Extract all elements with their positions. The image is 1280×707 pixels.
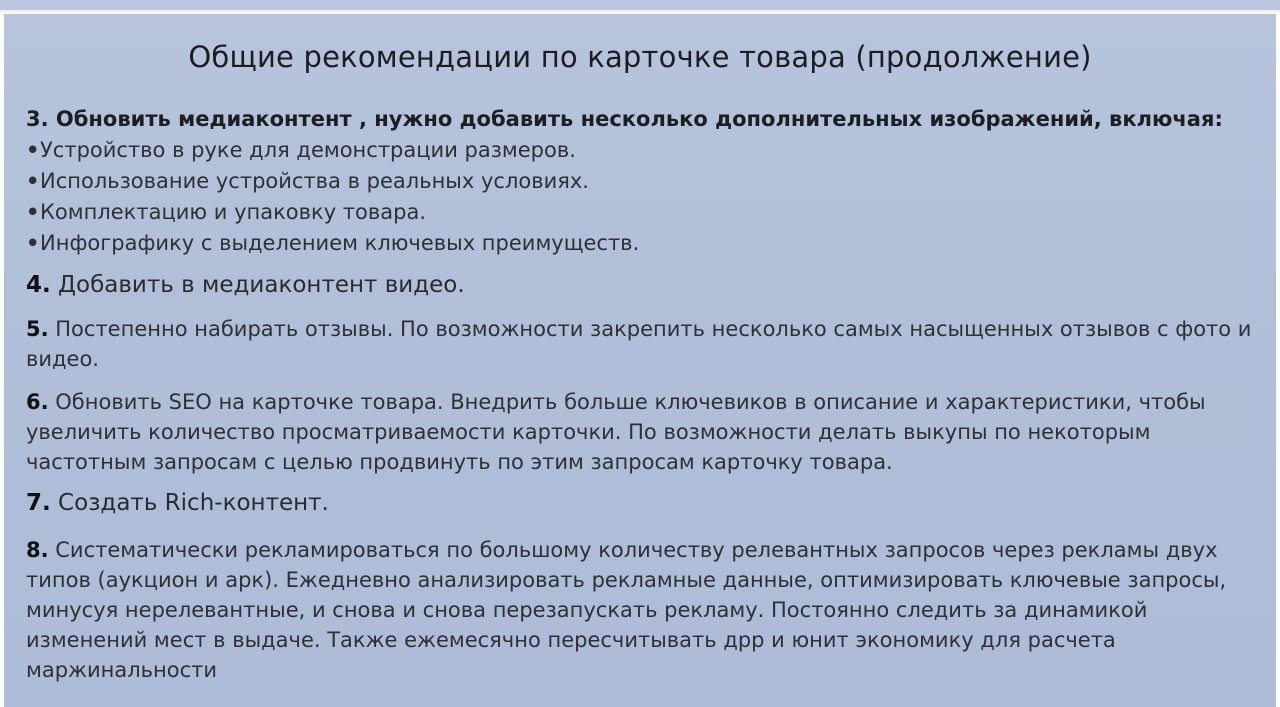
item-5-text: Постепенно набирать отзывы. По возможности закрепить несколько самых насыщенных отзывов с фото и видео.	[26, 317, 1252, 371]
item-4	[26, 269, 1256, 301]
item-5-number: 5.	[26, 317, 49, 341]
bullet-text: Устройство в руке для демонстрации размеров.	[40, 138, 576, 162]
bullet-text: Инфографику с выделением ключевых преимуществ.	[40, 231, 640, 255]
item-5	[26, 314, 1256, 374]
slide-title: Общие рекомендации по карточке товара (продолжение)	[188, 40, 1092, 74]
slide	[4, 14, 1276, 707]
item-7	[26, 487, 1256, 519]
bullet-item	[26, 135, 1256, 166]
item-4-number: 4.	[26, 272, 51, 298]
bullet-dot: •	[26, 169, 40, 193]
item-7-number: 7.	[26, 490, 51, 516]
bullet-item	[26, 197, 1256, 228]
bullet-dot: •	[26, 200, 40, 224]
item-8-text: Систематически рекламироваться по большому количеству релевантных запросов через рекламы двух типов (аукцион и арк). Ежедневно анализировать рекламные данные, оптимизировать ключевые запросы, минусуя нерелевантные, и снова и снова перезапускать рекламу. Постоянно следить за динамикой изменений мест в выдаче. Также ежемесячно пересчитывать дрр и юнит экономику для расчета маржинальности	[26, 538, 1227, 682]
bullet-text: Использование устройства в реальных условиях.	[40, 169, 589, 193]
item-3-heading: 3. Обновить медиаконтент , нужно добавить несколько дополнительных изображений, включая:	[26, 107, 1223, 131]
item-7-text: Создать Rich-контент.	[50, 490, 329, 516]
bullet-text: Комплектацию и упаковку товара.	[40, 200, 426, 224]
slide-content	[26, 104, 1256, 685]
top-strip	[0, 0, 1280, 12]
item-6-text: Обновить SEO на карточке товара. Внедрить больше ключевиков в описание и характеристики, чтобы увеличить количество просматриваемости карточки. По возможности делать выкупы по некоторым частотным запросам с целью продвинуть по этим запросам карточку товара.	[26, 390, 1206, 474]
bullet-item	[26, 228, 1256, 259]
item-4-text: Добавить в медиаконтент видео.	[50, 272, 465, 298]
bullet-item	[26, 166, 1256, 197]
item-6	[26, 387, 1256, 477]
bullet-dot: •	[26, 138, 40, 162]
item-8	[26, 535, 1256, 685]
item-6-number: 6.	[26, 390, 49, 414]
bullet-dot: •	[26, 231, 40, 255]
item-8-number: 8.	[26, 538, 49, 562]
